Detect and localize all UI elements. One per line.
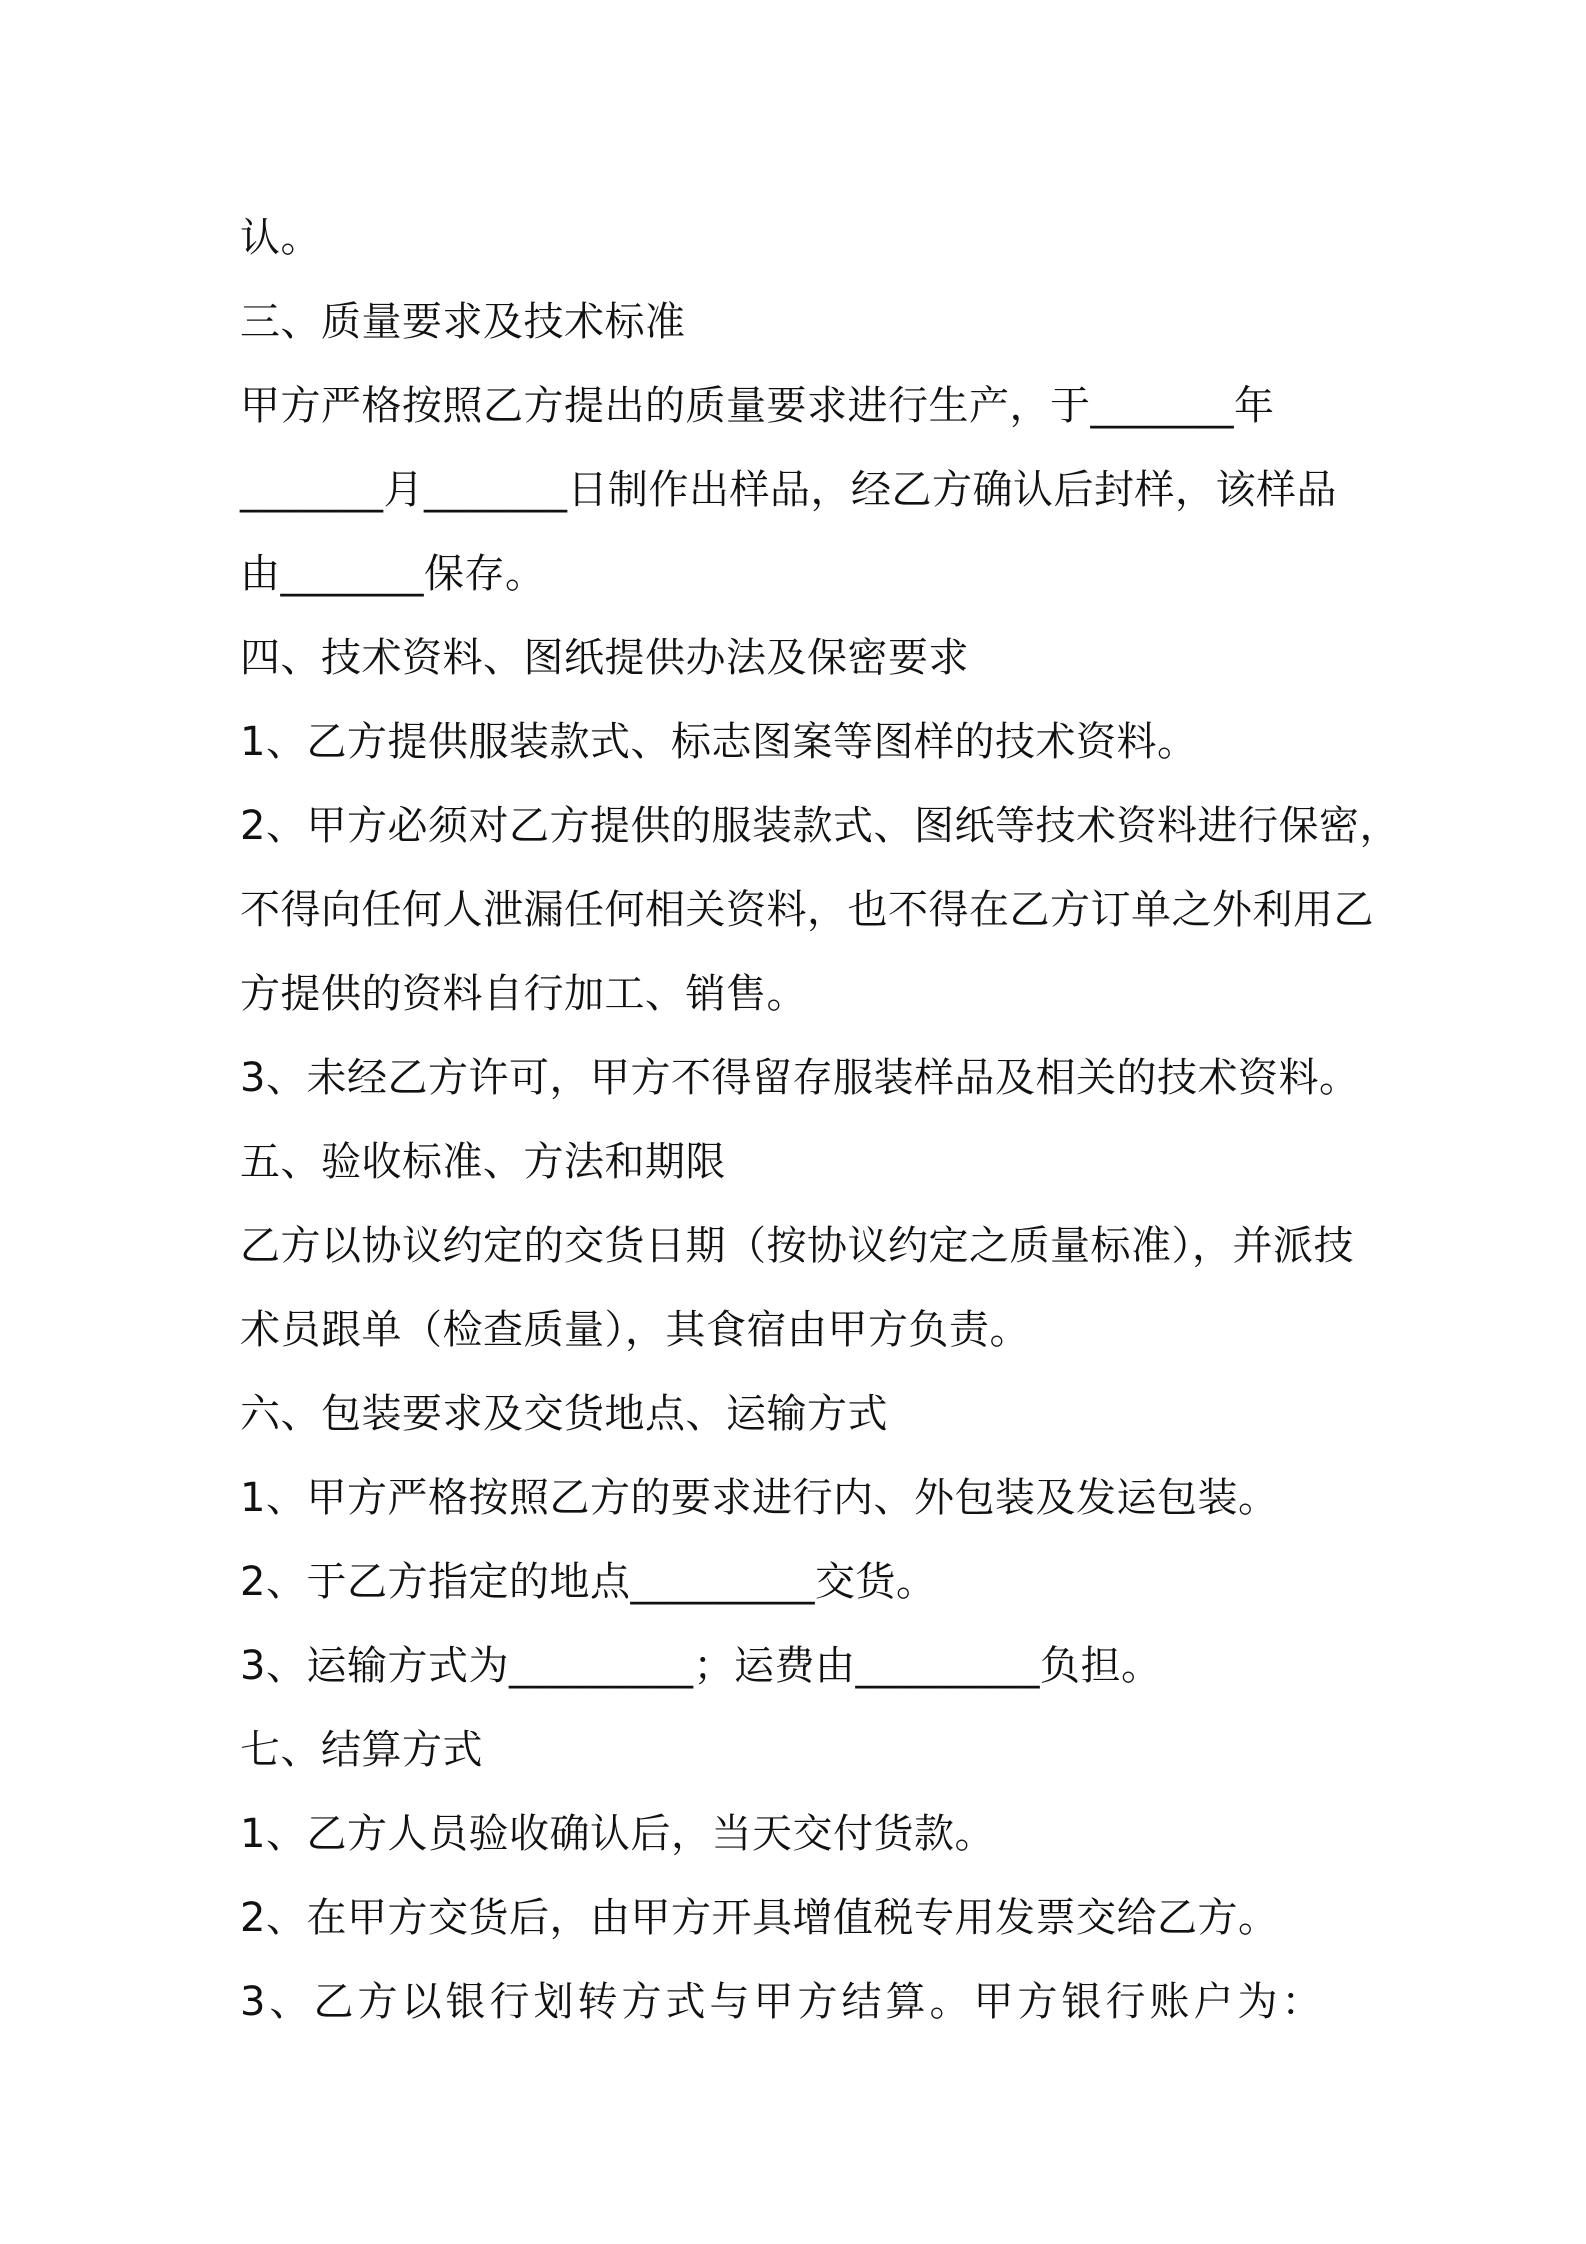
list-item: 2、在甲方交货后，由甲方开具增值税专用发票交给乙方。 [240, 1895, 1279, 1941]
section-heading-6: 六、包装要求及交货地点、运输方式 [240, 1391, 888, 1437]
paragraph-line: _______月_______日制作出样品，经乙方确认后封样，该样品 [240, 467, 1337, 513]
list-item: 3、运输方式为_________；运费由_________负担。 [240, 1643, 1162, 1689]
list-item: 2、甲方必须对乙方提供的服装款式、图纸等技术资料进行保密， [240, 803, 1400, 849]
contract-body [240, 196, 1400, 2044]
section-heading-3: 三、质量要求及技术标准 [240, 299, 686, 345]
section-heading-7: 七、结算方式 [240, 1727, 483, 1773]
paragraph-line: 乙方以协议约定的交货日期（按协议约定之质量标准），并派技 [240, 1223, 1354, 1269]
list-item: 1、乙方人员验收确认后，当天交付货款。 [240, 1811, 995, 1857]
paragraph-line: 不得向任何人泄漏任何相关资料，也不得在乙方订单之外利用乙 [240, 887, 1374, 933]
list-item: 3、乙方以银行划转方式与甲方结算。甲方银行账户为： [240, 1979, 1326, 2025]
list-item: 2、于乙方指定的地点_________交货。 [240, 1559, 937, 1605]
list-item: 1、乙方提供服装款式、标志图案等图样的技术资料。 [240, 719, 1198, 765]
section-heading-5: 五、验收标准、方法和期限 [240, 1139, 726, 1185]
paragraph-line: 甲方严格按照乙方提出的质量要求进行生产，于_______年 [240, 383, 1275, 429]
list-item: 1、甲方严格按照乙方的要求进行内、外包装及发运包装。 [240, 1475, 1279, 1521]
text-line-continuation: 认。 [240, 215, 321, 261]
paragraph-line: 术员跟单（检查质量），其食宿由甲方负责。 [240, 1307, 1030, 1353]
section-heading-4: 四、技术资料、图纸提供办法及保密要求 [240, 635, 969, 681]
paragraph-line: 由_______保存。 [240, 551, 546, 597]
list-item: 3、未经乙方许可，甲方不得留存服装样品及相关的技术资料。 [240, 1055, 1360, 1101]
paragraph-line: 方提供的资料自行加工、销售。 [240, 971, 807, 1017]
